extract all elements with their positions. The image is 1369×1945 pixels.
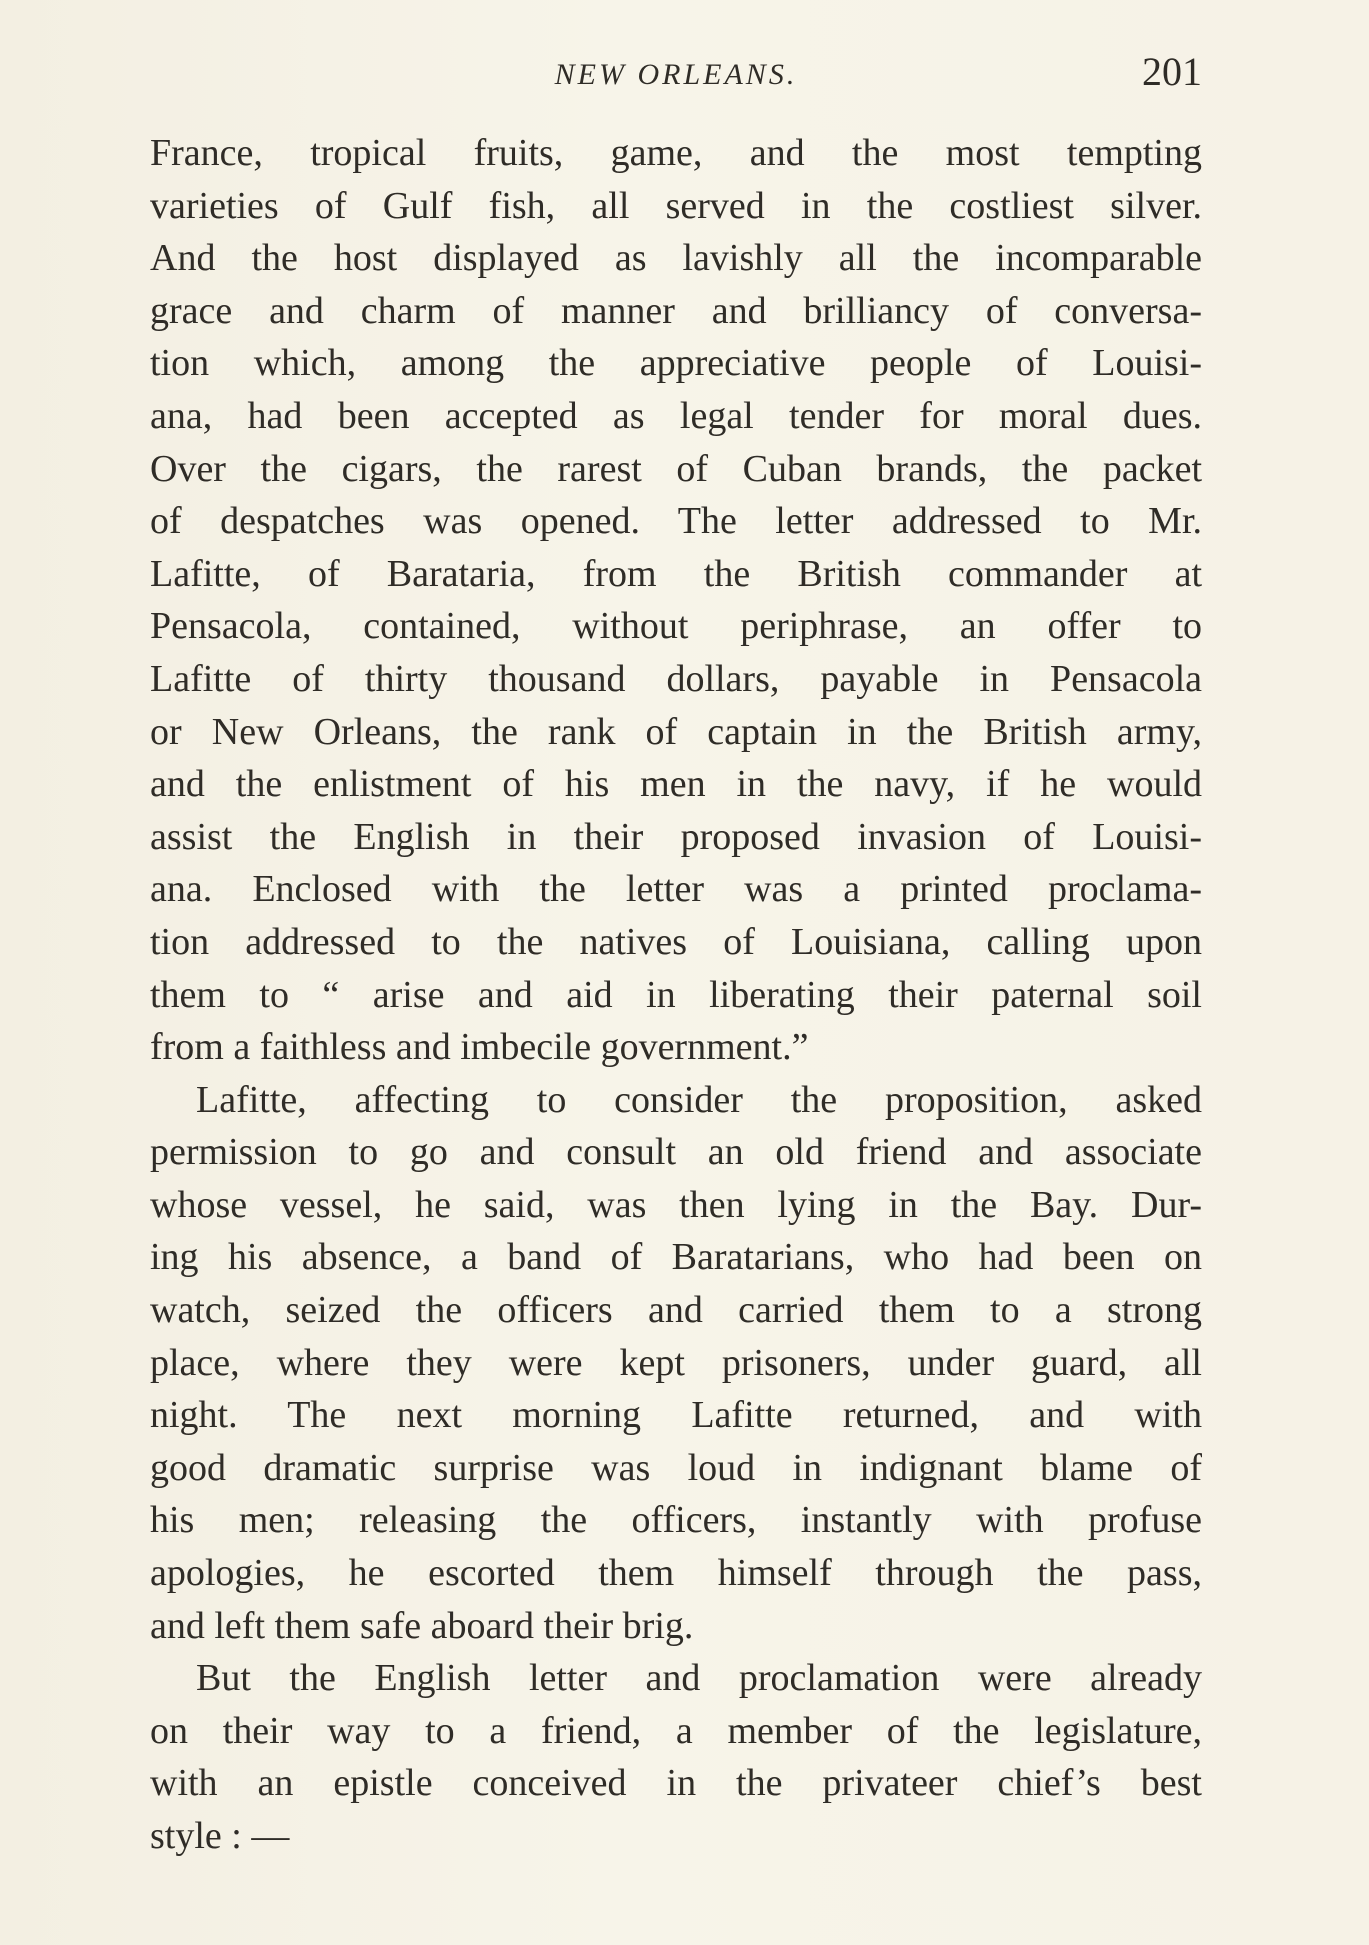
- body-text: [150, 127, 1202, 1863]
- text-line: from a faithless and imbecile government.”: [150, 1026, 809, 1069]
- text-line: But the English letter and proclamation were already: [196, 1657, 1202, 1700]
- text-line: of despatches was opened. The letter addressed to Mr.: [150, 500, 1202, 543]
- text-line: and the enlistment of his men in the navy, if he would: [150, 763, 1202, 806]
- running-head: [150, 48, 1202, 98]
- text-line: assist the English in their proposed invasion of Louisi-: [150, 815, 1202, 858]
- text-line: or New Orleans, the rank of captain in the British army,: [150, 710, 1202, 753]
- text-line: grace and charm of manner and brilliancy of conversa-: [150, 289, 1202, 332]
- text-line: France, tropical fruits, game, and the most tempting: [150, 132, 1202, 174]
- text-line: apologies, he escorted them himself through the pass,: [150, 1552, 1202, 1595]
- text-line: them to “ arise and aid in liberating their paternal soil: [150, 973, 1202, 1016]
- text-line: permission to go and consult an old friend and associate: [150, 1131, 1202, 1174]
- text-line: good dramatic surprise was loud in indignant blame of: [150, 1446, 1202, 1489]
- text-line: whose vessel, he said, was then lying in the Bay. Dur-: [150, 1183, 1202, 1226]
- text-line: And the host displayed as lavishly all the incomparable: [150, 237, 1202, 280]
- text-line: and left them safe aboard their brig.: [150, 1604, 694, 1647]
- text-line: ana, had been accepted as legal tender for moral dues.: [150, 394, 1202, 437]
- text-line: tion addressed to the natives of Louisiana, calling upon: [150, 920, 1202, 963]
- text-line: Lafitte, affecting to consider the proposition, asked: [196, 1078, 1202, 1121]
- text-line: night. The next morning Lafitte returned, and with: [150, 1394, 1202, 1437]
- text-line: his men; releasing the officers, instantly with profuse: [150, 1499, 1202, 1542]
- text-line: on their way to a friend, a member of the legislature,: [150, 1709, 1202, 1752]
- text-line: ana. Enclosed with the letter was a printed proclama-: [150, 868, 1202, 911]
- text-line: varieties of Gulf fish, all served in the costliest silver.: [150, 184, 1202, 227]
- text-line: style : —: [150, 1815, 290, 1857]
- text-line: watch, seized the officers and carried them to a strong: [150, 1289, 1202, 1332]
- text-line: place, where they were kept prisoners, under guard, all: [150, 1341, 1202, 1384]
- text-line: ing his absence, a band of Baratarians, who had been on: [150, 1236, 1202, 1279]
- running-title: NEW ORLEANS.: [554, 58, 798, 91]
- page-number: 201: [1142, 49, 1202, 94]
- text-line: with an epistle conceived in the privateer chief’s best: [150, 1762, 1202, 1805]
- text-line: Lafitte of thirty thousand dollars, payable in Pensacola: [150, 657, 1202, 700]
- text-line: Over the cigars, the rarest of Cuban brands, the packet: [150, 447, 1202, 490]
- text-line: tion which, among the appreciative people of Louisi-: [150, 342, 1202, 385]
- text-line: Lafitte, of Barataria, from the British commander at: [150, 552, 1202, 595]
- text-line: Pensacola, contained, without periphrase, an offer to: [150, 605, 1202, 648]
